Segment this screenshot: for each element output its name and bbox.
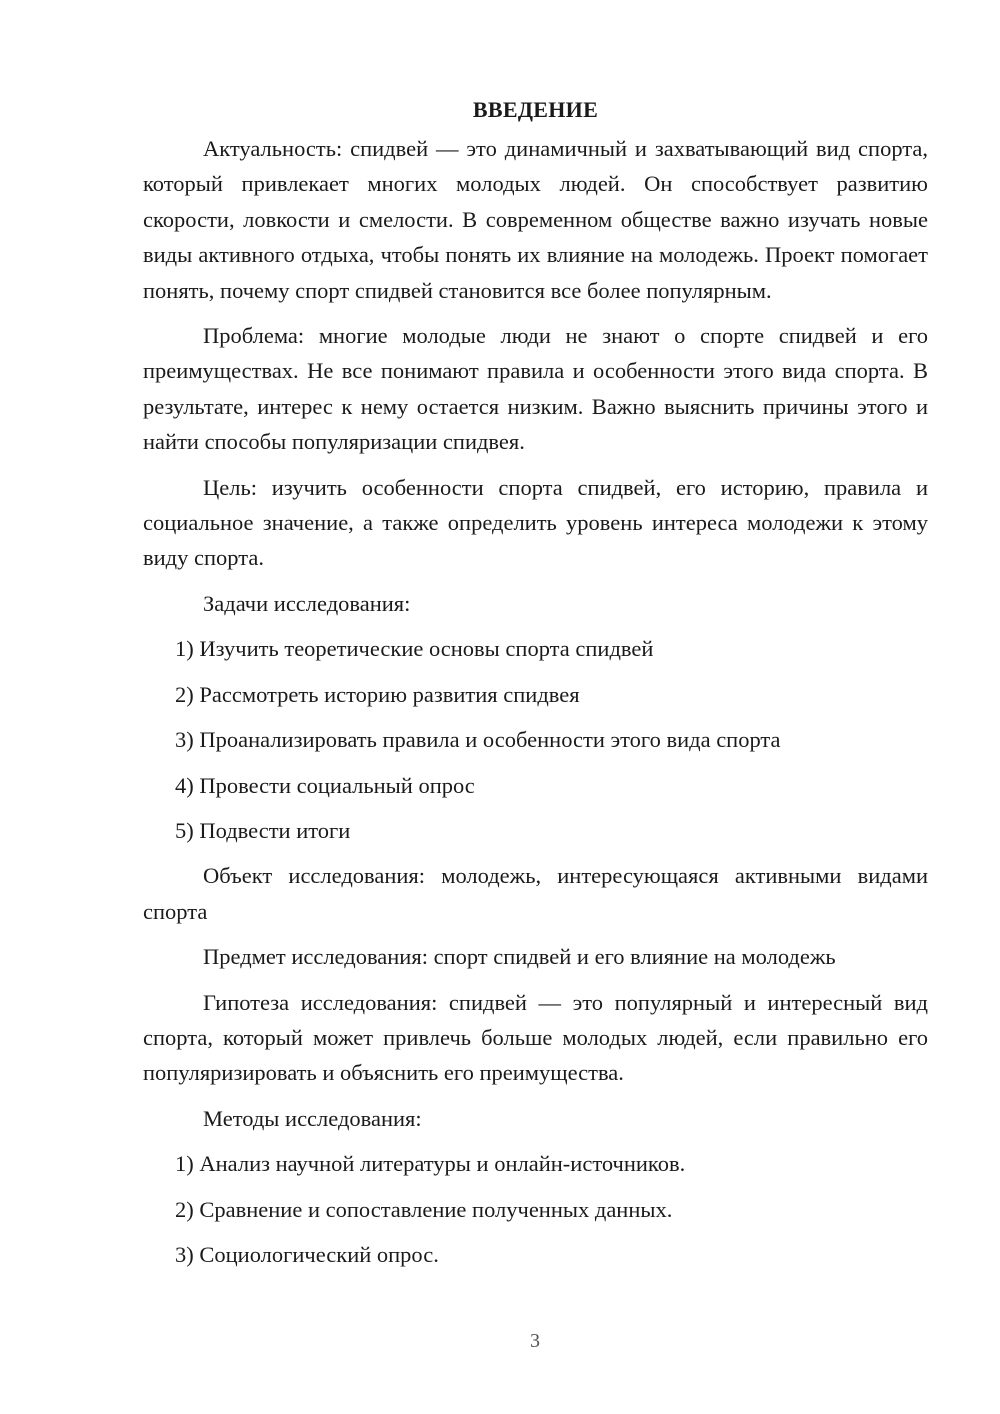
task-item: 4) Провести социальный опрос	[175, 772, 475, 798]
hypothesis-paragraph: Гипотеза исследования: спидвей — это популярный и интересный вид спорта, который может привлечь больше молодых людей, если правильно его популяризировать и объяснить его преимущества.	[143, 989, 928, 1086]
task-item: 3) Проанализировать правила и особенности этого вида спорта	[175, 727, 781, 753]
task-item: 2) Рассмотреть историю развития спидвея	[175, 681, 580, 707]
task-item: 5) Подвести итоги	[175, 817, 351, 843]
methods-heading: Методы исследования:	[203, 1105, 422, 1131]
tasks-heading: Задачи исследования:	[203, 590, 411, 616]
problem-paragraph: Проблема: многие молодые люди не знают о спорте спидвей и его преимуществах. Не все понимают правила и особенности этого вида спорта. В результате, интерес к нему остается низким. Важно выяснить причины этого и найти способы популяризации спидвея.	[143, 323, 928, 455]
page-title: ВВЕДЕНИЕ	[472, 97, 599, 122]
subject-paragraph: Предмет исследования: спорт спидвей и его влияние на молодежь	[203, 944, 836, 970]
method-item: 3) Социологический опрос.	[175, 1241, 439, 1267]
document-page	[143, 95, 928, 1272]
task-item: 1) Изучить теоретические основы спорта спидвей	[175, 636, 654, 662]
relevance-paragraph: Актуальность: спидвей — это динамичный и захватывающий вид спорта, который привлекает многих молодых людей. Он способствует развитию скорости, ловкости и смелости. В современном обществе важно изучать новые виды активного отдыха, чтобы понять их влияние на молодежь. Проект помогает понять, почему спорт спидвей становится все более популярным.	[143, 136, 928, 303]
method-item: 1) Анализ научной литературы и онлайн-источников.	[175, 1151, 686, 1177]
goal-paragraph: Цель: изучить особенности спорта спидвей, его историю, правила и социальное значение, а также определить уровень интереса молодежи к этому виду спорта.	[143, 474, 928, 571]
page-number: 3	[530, 1330, 540, 1352]
method-item: 2) Сравнение и сопоставление полученных данных.	[175, 1196, 673, 1222]
object-paragraph: Объект исследования: молодежь, интересующаяся активными видами спорта	[143, 863, 928, 924]
